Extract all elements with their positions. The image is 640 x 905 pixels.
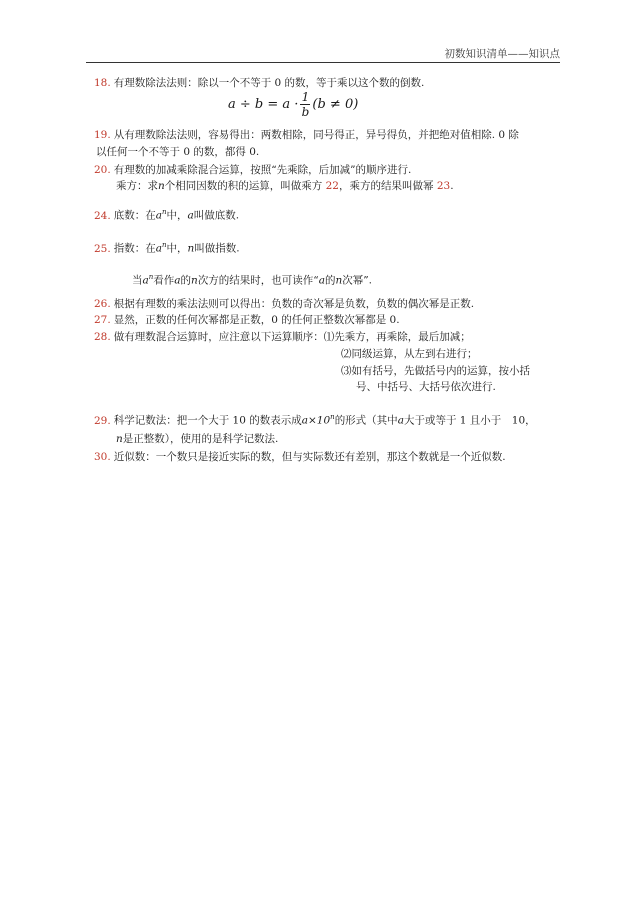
division-formula xyxy=(228,90,358,119)
item-29: 29. 科学记数法：把一个大于 10 的数表示成$a\times 10^n$的形式（其中a大于或等于 1 且小于 10， xyxy=(94,413,536,427)
item-28: 28. 做有理数混合运算时，应注意以下运算顺序：⑴先乘方，再乘除，最后加减； xyxy=(94,331,471,343)
ref-22: 22 xyxy=(325,180,339,192)
item-text: 有理数除法法则：除以一个不等于 0 的数，等于乘以这个数的倒数. xyxy=(113,77,425,89)
item-30: 30. 近似数：一个数只是接近实际的数，但与实际数还有差别，那这个数就是一个近似数. xyxy=(94,451,506,463)
item-number: 18. xyxy=(94,77,111,89)
running-header: 初数知识清单——知识点 xyxy=(444,48,560,60)
header-rule xyxy=(86,62,560,63)
item-28-step2: ⑵同级运算，从左到右进行； xyxy=(341,348,478,360)
item-number: 20. xyxy=(94,164,111,176)
item-28-step3b: 号、中括号、大括号依次进行. xyxy=(356,381,496,393)
formula-left: a ÷ b = a · xyxy=(228,97,299,112)
item-24: 24. 底数：在$a^n$中，a叫做底数. xyxy=(94,208,240,222)
item-19-line2: 以任何一个不等于 0 的数，都得 0. xyxy=(96,146,260,158)
item-text: 有理数的加减乘除混合运算，按照“先乘除，后加减”的顺序进行. xyxy=(113,164,412,176)
item-27: 27. 显然，正数的任何次幂都是正数，0 的任何正整数次幂都是 0. xyxy=(94,314,400,326)
item-text: 从有理数除法法则，容易得出：两数相除，同号得正，异号得负，并把绝对值相除. 0 除 xyxy=(113,129,519,141)
item-20 xyxy=(94,163,411,178)
read-as-note: 当$a^n$看作a的n次方的结果时，也可读作“a的n次幂”. xyxy=(132,273,372,287)
fraction-numerator: 1 xyxy=(301,90,310,104)
item-25: 25. 指数：在$a^n$中，n叫做指数. xyxy=(94,241,240,255)
item-28-step3a: ⑶如有括号，先做括号内的运算，按小括 xyxy=(341,365,530,377)
item-18 xyxy=(94,76,424,91)
ref-23: 23 xyxy=(436,180,451,192)
item-number: 19. xyxy=(94,129,111,141)
item-19 xyxy=(94,128,519,143)
item-26: 26. 根据有理数的乘法法则可以得出：负数的奇次幂是负数，负数的偶次幂是正数. xyxy=(94,298,475,310)
formula-condition: (b ≠ 0) xyxy=(312,97,359,112)
power-definition: 乘方：求n个相同因数的积的运算，叫做乘方 22，乘方的结果叫做幂 23. xyxy=(116,180,454,192)
fraction-denominator: b xyxy=(301,105,310,119)
fraction xyxy=(300,90,310,119)
item-29-line2: n是正整数），使用的是科学记数法. xyxy=(116,433,279,445)
